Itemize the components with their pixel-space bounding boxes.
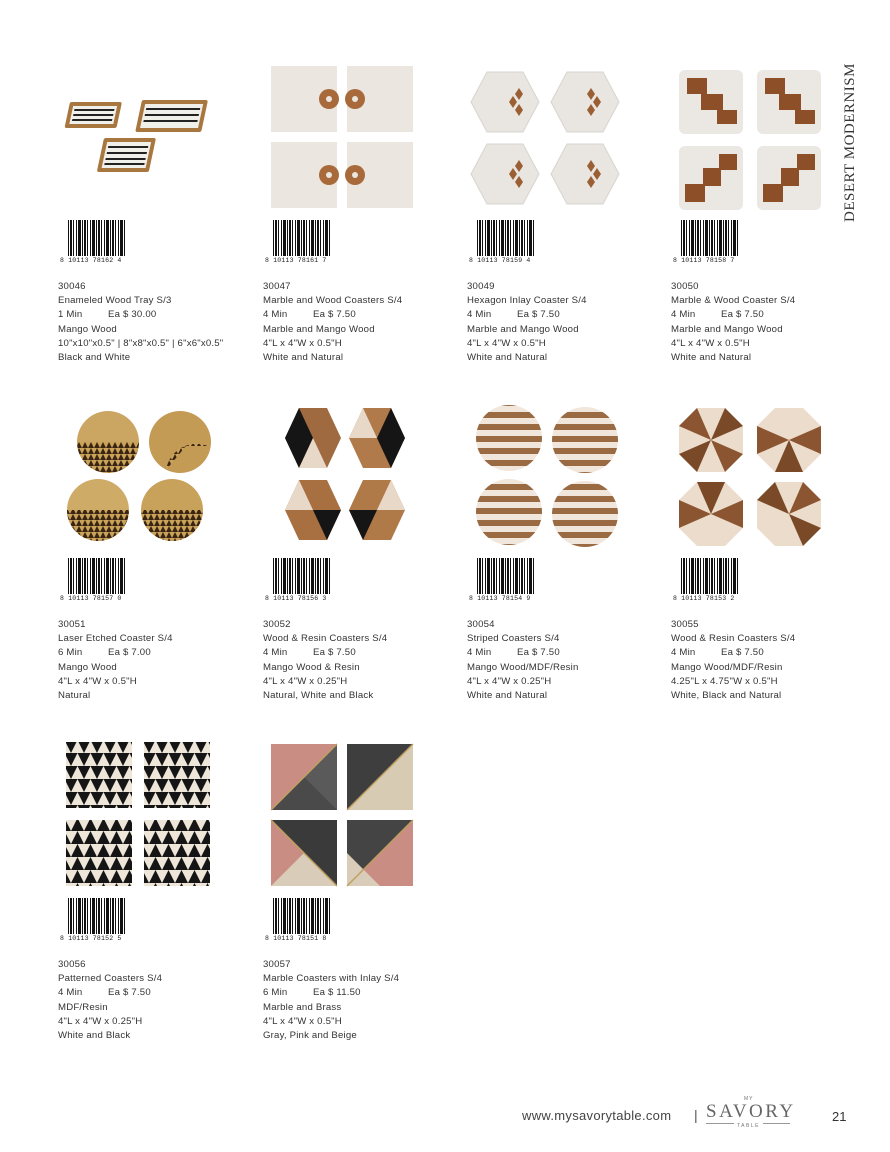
product-info — [58, 618, 173, 703]
marble-inlay-coaster-image — [263, 740, 423, 890]
barcode-number: 8 10113 78159 4 — [469, 257, 531, 264]
material: Marble and Mango Wood — [467, 323, 579, 335]
price: Ea $ 30.00 — [108, 309, 157, 321]
sku: 30050 — [671, 281, 699, 292]
dimensions: 10"x10"x0.5" | 8"x8"x0.5" | 6"x6"x0.5" — [58, 337, 224, 349]
min-qty: 4 Min — [671, 309, 696, 321]
min-qty: 4 Min — [467, 647, 492, 659]
sku: 30047 — [263, 281, 291, 292]
website-link[interactable]: www.mysavorytable.com — [522, 1108, 672, 1123]
product-name: Hexagon Inlay Coaster S/4 — [467, 295, 587, 307]
material: Mango Wood — [58, 323, 117, 335]
hexagon-coaster-image — [467, 62, 627, 212]
material: MDF/Resin — [58, 1001, 108, 1013]
sku: 30052 — [263, 619, 291, 630]
barcode-number: 8 10113 78153 2 — [673, 595, 735, 602]
product-name: Laser Etched Coaster S/4 — [58, 633, 173, 645]
color: White and Natural — [467, 351, 548, 363]
sku: 30049 — [467, 281, 495, 292]
product-name: Wood & Resin Coasters S/4 — [671, 633, 796, 645]
product-info — [263, 280, 402, 365]
barcode — [673, 558, 745, 604]
barcode-number: 8 10113 78162 4 — [60, 257, 122, 264]
dimensions: 4"L x 4"W x 0.25"H — [467, 675, 552, 687]
barcode-number: 8 10113 78152 5 — [60, 935, 122, 942]
product-name: Wood & Resin Coasters S/4 — [263, 633, 388, 645]
dimensions: 4"L x 4"W x 0.25"H — [58, 1015, 143, 1027]
color: White, Black and Natural — [671, 689, 782, 701]
min-qty: 1 Min — [58, 309, 83, 321]
product-info — [467, 618, 579, 703]
logo-table: TABLE — [734, 1123, 763, 1129]
min-qty: 4 Min — [58, 987, 83, 999]
barcode-number: 8 10113 78154 9 — [469, 595, 531, 602]
min-qty: 6 Min — [58, 647, 83, 659]
barcode-number: 8 10113 78158 7 — [673, 257, 735, 264]
barcode — [265, 558, 337, 604]
color: White and Black — [58, 1029, 131, 1041]
barcode — [60, 898, 132, 944]
dimensions: 4"L x 4"W x 0.5"H — [671, 337, 750, 349]
product-info — [263, 958, 399, 1043]
product-info — [671, 618, 795, 703]
min-qty: 4 Min — [671, 647, 696, 659]
product-name: Enameled Wood Tray S/3 — [58, 295, 172, 307]
dimensions: 4"L x 4"W x 0.5"H — [263, 1015, 342, 1027]
material: Mango Wood — [58, 661, 117, 673]
color: Natural, White and Black — [263, 689, 374, 701]
product-name: Marble & Wood Coaster S/4 — [671, 295, 796, 307]
hex-resin-coaster-image — [263, 400, 423, 550]
color: Black and White — [58, 351, 131, 363]
step-coaster-image — [671, 62, 831, 212]
sku: 30046 — [58, 281, 86, 292]
sku: 30056 — [58, 959, 86, 970]
price: Ea $ 7.50 — [517, 647, 560, 659]
barcode — [60, 558, 132, 604]
dimensions: 4"L x 4"W x 0.25"H — [263, 675, 348, 687]
section-title-text: DESERT MODERNISM — [842, 63, 858, 222]
material: Mango Wood/MDF/Resin — [671, 661, 783, 673]
material: Mango Wood/MDF/Resin — [467, 661, 579, 673]
price: Ea $ 7.50 — [721, 309, 764, 321]
etched-round-coaster-image — [58, 400, 218, 550]
price: Ea $ 7.50 — [108, 987, 151, 999]
price: Ea $ 7.50 — [313, 647, 356, 659]
product-name: Striped Coasters S/4 — [467, 633, 560, 645]
striped-round-coaster-image — [467, 400, 627, 550]
product-info — [58, 958, 162, 1043]
page-number: 21 — [832, 1109, 847, 1124]
logo-my: MY — [744, 1096, 754, 1102]
color: White and Natural — [467, 689, 548, 701]
barcode — [469, 558, 541, 604]
brand-logo — [704, 1096, 796, 1130]
product-info — [58, 280, 223, 365]
barcode — [60, 220, 132, 266]
product-info — [671, 280, 795, 365]
barcode-number: 8 10113 78156 3 — [265, 595, 327, 602]
material: Marble and Mango Wood — [263, 323, 375, 335]
min-qty: 6 Min — [263, 987, 288, 999]
section-title — [842, 46, 862, 226]
material: Mango Wood & Resin — [263, 661, 360, 673]
price: Ea $ 7.50 — [517, 309, 560, 321]
barcode-number: 8 10113 78157 0 — [60, 595, 122, 602]
dimensions: 4"L x 4"W x 0.5"H — [58, 675, 137, 687]
product-info — [467, 280, 587, 365]
material: Marble and Mango Wood — [671, 323, 783, 335]
dimensions: 4.25"L x 4.75"W x 0.5"H — [671, 675, 778, 687]
min-qty: 4 Min — [467, 309, 492, 321]
material: Marble and Brass — [263, 1001, 342, 1013]
sku: 30057 — [263, 959, 291, 970]
logo-word: SAVORY — [706, 1101, 796, 1122]
barcode-number: 8 10113 78151 8 — [265, 935, 327, 942]
octagon-coaster-image — [671, 400, 831, 550]
product-name: Marble Coasters with Inlay S/4 — [263, 973, 400, 985]
flower-coaster-image — [263, 62, 423, 212]
color: Natural — [58, 689, 91, 701]
min-qty: 4 Min — [263, 647, 288, 659]
sku: 30055 — [671, 619, 699, 630]
sku: 30054 — [467, 619, 495, 630]
price: Ea $ 7.50 — [313, 309, 356, 321]
price: Ea $ 7.50 — [721, 647, 764, 659]
product-name: Patterned Coasters S/4 — [58, 973, 163, 985]
dimensions: 4"L x 4"W x 0.5"H — [263, 337, 342, 349]
sku: 30051 — [58, 619, 86, 630]
barcode — [265, 220, 337, 266]
dimensions: 4"L x 4"W x 0.5"H — [467, 337, 546, 349]
triangle-pattern-coaster-image — [58, 740, 218, 890]
product-name: Marble and Wood Coasters S/4 — [263, 295, 403, 307]
footer-separator: | — [694, 1107, 698, 1123]
barcode — [265, 898, 337, 944]
price: Ea $ 7.00 — [108, 647, 151, 659]
tray-set-image — [58, 62, 218, 212]
color: White and Natural — [671, 351, 752, 363]
product-info — [263, 618, 387, 703]
price: Ea $ 11.50 — [313, 987, 361, 999]
barcode-number: 8 10113 78161 7 — [265, 257, 327, 264]
barcode — [469, 220, 541, 266]
color: White and Natural — [263, 351, 344, 363]
color: Gray, Pink and Beige — [263, 1029, 357, 1041]
min-qty: 4 Min — [263, 309, 288, 321]
barcode — [673, 220, 745, 266]
